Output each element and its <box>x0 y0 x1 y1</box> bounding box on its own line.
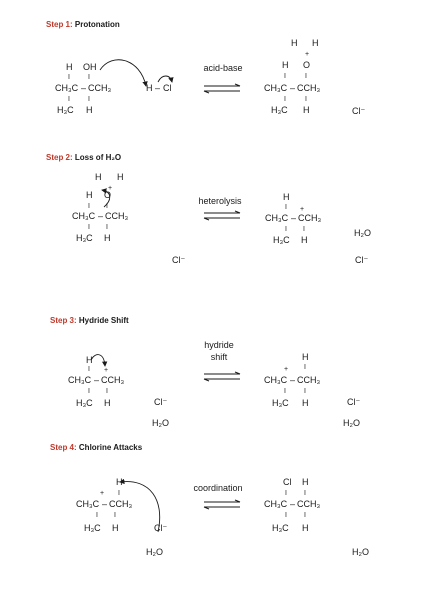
step-separator: : <box>70 153 75 162</box>
bond-dash: – <box>98 211 104 221</box>
bond-dash: – <box>291 213 297 223</box>
water-molecule: H₂O <box>343 418 360 428</box>
atom-h: H <box>116 477 123 487</box>
chain-right: CCH₃ <box>88 83 112 93</box>
chloride-ion: Cl⁻ <box>172 255 186 265</box>
bond-vertical: I <box>114 512 116 519</box>
atom-h: H <box>302 398 309 408</box>
water-molecule: H₂O <box>354 228 371 238</box>
atom-h: H <box>117 172 124 182</box>
chain-left: CH₃C <box>76 499 100 509</box>
water-molecule: H₂O <box>352 547 369 557</box>
step-3-condition-line2: shift <box>210 352 228 362</box>
methyl-h3c: H₃C <box>271 105 288 115</box>
water-molecule: H₂O <box>146 547 163 557</box>
methyl-h3c: H₃C <box>57 105 74 115</box>
bond-vertical: I <box>106 203 108 210</box>
atom-cl: Cl <box>283 477 292 487</box>
atom-h: H <box>312 38 319 48</box>
bond-dash: – <box>290 83 296 93</box>
step-number: Step 3 <box>50 316 75 325</box>
atom-h: H <box>86 105 93 115</box>
atom-h: H <box>303 105 310 115</box>
atom-h: H <box>282 60 289 70</box>
bond-vertical: I <box>285 490 287 497</box>
chain-right: CCH₃ <box>298 213 322 223</box>
chain-left: CH₃C <box>264 499 288 509</box>
methyl-h3c: H₃C <box>273 235 290 245</box>
chain-right: CCH₃ <box>109 499 133 509</box>
atom-h: H <box>95 172 102 182</box>
bond-dash: – <box>81 83 87 93</box>
bond-vertical: I <box>304 490 306 497</box>
curved-arrow-bond-to-cl <box>158 76 172 82</box>
chain-left: CH₃C <box>264 83 288 93</box>
curved-arrow-hydride <box>91 355 105 366</box>
bond-vertical: I <box>305 96 307 103</box>
methyl-h3c: H₃C <box>76 233 93 243</box>
chain-right: CCH₃ <box>105 211 129 221</box>
bond-vertical: I <box>285 512 287 519</box>
step-2-title <box>46 153 121 162</box>
atom-h: H <box>86 190 93 200</box>
step-separator: : <box>74 316 79 325</box>
chain-right: CCH₃ <box>297 499 321 509</box>
bond-vertical: I <box>68 96 70 103</box>
bond-vertical: I <box>285 226 287 233</box>
bond-vertical: I <box>284 73 286 80</box>
atom-h: H <box>104 233 111 243</box>
atom-h: H <box>104 398 111 408</box>
chloride-ion: Cl⁻ <box>352 106 366 116</box>
bond-dash: – <box>290 375 296 385</box>
atom-h: H <box>291 38 298 48</box>
bond-vertical: I <box>88 366 90 373</box>
chain-right: CCH₃ <box>297 375 321 385</box>
formal-charge-plus: + <box>300 206 305 213</box>
atom-h: H <box>86 355 93 365</box>
formal-charge-plus: + <box>108 185 113 192</box>
step-name: Hydride Shift <box>78 316 129 325</box>
step-1-condition: acid-base <box>203 63 243 73</box>
chain-left: CH₃C <box>68 375 92 385</box>
atom-h: H <box>301 235 308 245</box>
bond-vertical: I <box>106 388 108 395</box>
bond-vertical: I <box>304 388 306 395</box>
bond-vertical: I <box>88 203 90 210</box>
bond-vertical: I <box>68 74 70 81</box>
step-3-condition-line1: hydride <box>204 340 234 350</box>
chain-left: CH₃C <box>264 375 288 385</box>
hcl-hydrogen: H <box>146 83 153 93</box>
chain-right: CCH₃ <box>297 83 321 93</box>
formal-charge-plus: + <box>100 490 105 497</box>
chain-left: CH₃C <box>55 83 79 93</box>
step-name: Chlorine Attacks <box>78 443 143 452</box>
atom-h: H <box>302 523 309 533</box>
bond-vertical: I <box>118 490 120 497</box>
step-3-title <box>50 316 129 325</box>
atom-h: H <box>283 192 290 202</box>
atom-h: H <box>302 477 309 487</box>
methyl-h3c: H₃C <box>84 523 101 533</box>
step-separator: : <box>74 443 79 452</box>
step-number: Step 4 <box>50 443 75 452</box>
chain-left: CH₃C <box>72 211 96 221</box>
bond-vertical: I <box>284 96 286 103</box>
bond-vertical: I <box>304 512 306 519</box>
bond-vertical: I <box>88 388 90 395</box>
atom-o: O <box>303 60 311 70</box>
bond-vertical: I <box>106 224 108 231</box>
methyl-h3c: H₃C <box>272 523 289 533</box>
bond-vertical: I <box>88 224 90 231</box>
formal-charge-plus: + <box>305 51 310 58</box>
bond-vertical: I <box>96 512 98 519</box>
bond-vertical: I <box>284 388 286 395</box>
bond-vertical: I <box>303 226 305 233</box>
atom-o: O <box>104 190 112 200</box>
bond-dash: – <box>94 375 100 385</box>
bond-vertical: I <box>304 364 306 371</box>
bond-vertical: I <box>88 74 90 81</box>
chloride-ion: Cl⁻ <box>347 397 361 407</box>
step-separator: : <box>70 20 75 29</box>
equilibrium-arrow <box>204 211 240 221</box>
water-molecule: H₂O <box>152 418 169 428</box>
chain-right: CCH₃ <box>101 375 125 385</box>
step-name: Protonation <box>74 20 120 29</box>
chloride-ion: Cl⁻ <box>154 397 168 407</box>
step-name: Loss of H₂O <box>74 153 122 162</box>
bond-dash: – <box>102 499 108 509</box>
equilibrium-arrow <box>204 500 240 510</box>
step-4-condition: coordination <box>193 483 243 493</box>
hcl-bond: – <box>155 83 161 93</box>
step-number: Step 1 <box>46 20 71 29</box>
equilibrium-arrow <box>204 84 240 94</box>
chloride-ion: Cl⁻ <box>355 255 369 265</box>
formal-charge-plus: + <box>284 366 289 373</box>
chain-left: CH₃C <box>265 213 289 223</box>
methyl-h3c: H₃C <box>272 398 289 408</box>
bond-vertical: I <box>88 96 90 103</box>
chloride-ion: Cl⁻ <box>154 523 168 533</box>
curved-arrow-o-to-h <box>100 60 146 86</box>
atom-h: H <box>112 523 119 533</box>
step-4-title <box>50 443 142 452</box>
equilibrium-arrow <box>204 372 240 382</box>
formal-charge-plus: + <box>104 367 109 374</box>
hcl-chlorine: Cl <box>163 83 172 93</box>
atom-oh: OH <box>83 62 97 72</box>
atom-h: H <box>302 352 309 362</box>
methyl-h3c: H₃C <box>76 398 93 408</box>
bond-vertical: I <box>285 204 287 211</box>
step-2-condition: heterolysis <box>198 196 242 206</box>
step-number: Step 2 <box>46 153 71 162</box>
bond-dash: – <box>290 499 296 509</box>
atom-h: H <box>66 62 73 72</box>
bond-vertical: I <box>305 73 307 80</box>
